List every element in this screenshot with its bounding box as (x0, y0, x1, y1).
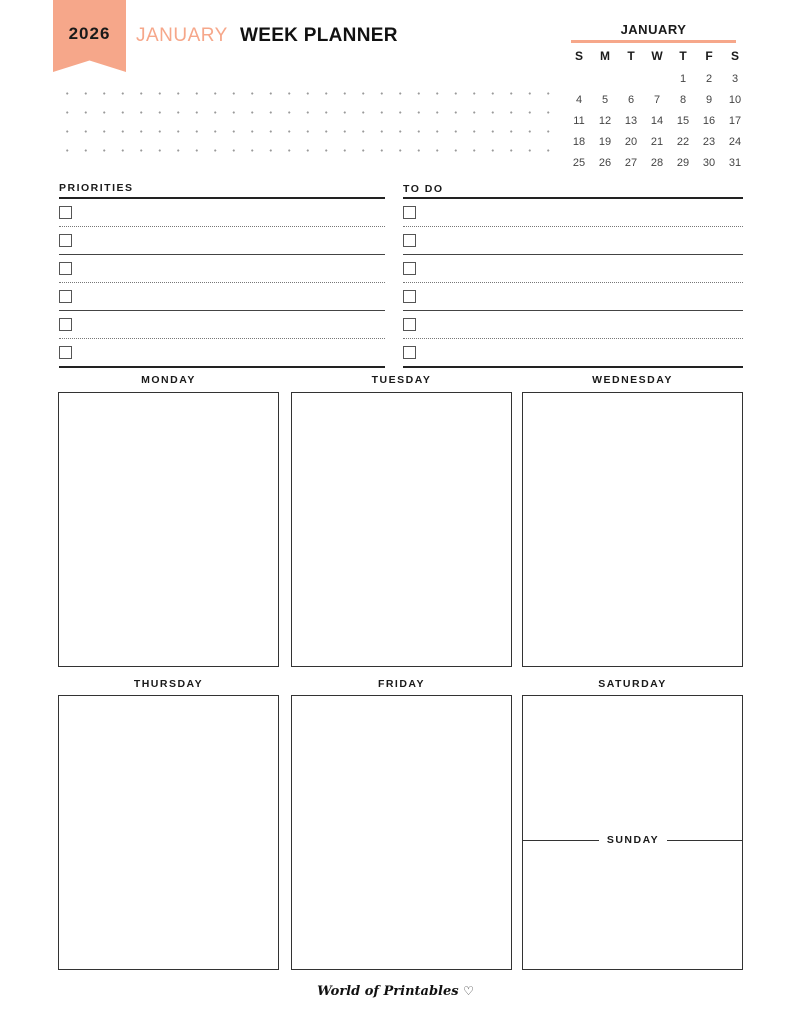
priorities-heading: PRIORITIES (59, 182, 134, 194)
title-month: JANUARY (136, 25, 228, 46)
calendar-day (618, 73, 644, 94)
calendar-day[interactable]: 10 (728, 94, 742, 106)
calendar-day[interactable]: 31 (728, 157, 742, 169)
checkbox[interactable] (403, 262, 416, 275)
sunday-divider-left (523, 840, 599, 841)
priority-row[interactable] (59, 255, 385, 283)
todo-row[interactable] (403, 199, 743, 227)
calendar-day[interactable]: 21 (650, 136, 664, 148)
todo-heading: TO DO (403, 183, 444, 195)
weekday-label: F (705, 49, 713, 63)
day-box-wednesday[interactable] (522, 392, 743, 667)
priorities-list (59, 197, 385, 368)
calendar-day[interactable]: 13 (624, 115, 638, 127)
day-box-friday[interactable] (291, 695, 512, 970)
calendar-day[interactable]: 25 (572, 157, 586, 169)
weekday-label: S (574, 49, 583, 63)
priority-row[interactable] (59, 283, 385, 311)
calendar-day[interactable]: 17 (728, 115, 742, 127)
weekday-label: M (600, 49, 610, 63)
calendar-day[interactable]: 5 (601, 94, 609, 106)
calendar-day[interactable]: 30 (702, 157, 716, 169)
dot-grid-notes[interactable] (58, 84, 558, 156)
mini-calendar-rule (571, 40, 736, 43)
calendar-day[interactable]: 14 (650, 115, 664, 127)
day-box-thursday[interactable] (58, 695, 279, 970)
calendar-day[interactable]: 16 (702, 115, 716, 127)
brand-name: World of Printables (317, 984, 459, 999)
day-label-monday: MONDAY (141, 374, 196, 386)
todo-row[interactable] (403, 283, 743, 311)
day-label-thursday: THURSDAY (133, 678, 204, 690)
checkbox[interactable] (403, 206, 416, 219)
calendar-day[interactable]: 4 (575, 94, 583, 106)
heart-icon: ♡ (463, 984, 474, 998)
page-title: WEEK PLANNER (240, 25, 398, 46)
checkbox[interactable] (403, 318, 416, 331)
calendar-day[interactable]: 15 (676, 115, 690, 127)
calendar-day[interactable]: 23 (702, 136, 716, 148)
calendar-day[interactable]: 3 (731, 73, 739, 85)
day-box-tuesday[interactable] (291, 392, 512, 667)
day-label-wednesday: WEDNESDAY (592, 374, 673, 386)
calendar-day[interactable]: 22 (676, 136, 690, 148)
calendar-day (644, 73, 670, 94)
year-label: 2026 (68, 24, 111, 43)
priority-row[interactable] (59, 199, 385, 227)
priority-row[interactable] (59, 311, 385, 339)
checkbox[interactable] (403, 346, 416, 359)
checkbox[interactable] (59, 206, 72, 219)
calendar-day[interactable]: 1 (679, 73, 687, 85)
calendar-day[interactable]: 7 (653, 94, 661, 106)
calendar-day[interactable]: 20 (624, 136, 638, 148)
calendar-day[interactable]: 6 (627, 94, 635, 106)
calendar-day[interactable]: 27 (624, 157, 638, 169)
calendar-day[interactable]: 24 (728, 136, 742, 148)
sunday-divider-right (667, 840, 743, 841)
mini-calendar-title: JANUARY (620, 22, 687, 37)
calendar-day (592, 73, 618, 94)
todo-row[interactable] (403, 339, 743, 368)
calendar-day[interactable]: 18 (572, 136, 586, 148)
checkbox[interactable] (59, 234, 72, 247)
calendar-day[interactable]: 26 (598, 157, 612, 169)
priority-row[interactable] (59, 227, 385, 255)
checkbox[interactable] (403, 290, 416, 303)
calendar-day[interactable]: 12 (598, 115, 612, 127)
mini-calendar-days (566, 73, 746, 178)
day-label-friday: FRIDAY (377, 678, 426, 690)
day-label-saturday: SATURDAY (598, 678, 667, 690)
calendar-day[interactable]: 29 (676, 157, 690, 169)
weekday-label: T (679, 49, 687, 63)
calendar-day[interactable]: 19 (598, 136, 612, 148)
day-box-saturday-sunday[interactable] (522, 695, 743, 970)
day-label-tuesday: TUESDAY (371, 374, 432, 386)
todo-list (403, 197, 743, 368)
checkbox[interactable] (403, 234, 416, 247)
checkbox[interactable] (59, 290, 72, 303)
weekday-label: W (651, 49, 663, 63)
weekday-label: S (730, 49, 739, 63)
brand-footer (300, 984, 491, 999)
checkbox[interactable] (59, 262, 72, 275)
calendar-day[interactable]: 9 (705, 94, 713, 106)
day-label-sunday: SUNDAY (606, 834, 660, 846)
weekday-label: T (627, 49, 635, 63)
todo-row[interactable] (403, 255, 743, 283)
priority-row[interactable] (59, 339, 385, 368)
todo-row[interactable] (403, 311, 743, 339)
checkbox[interactable] (59, 346, 72, 359)
calendar-day (566, 73, 592, 94)
calendar-day[interactable]: 2 (705, 73, 713, 85)
calendar-day[interactable]: 11 (573, 115, 585, 127)
calendar-day[interactable]: 8 (679, 94, 687, 106)
calendar-day[interactable]: 28 (650, 157, 664, 169)
checkbox[interactable] (59, 318, 72, 331)
mini-calendar-weekdays (566, 49, 746, 63)
day-box-monday[interactable] (58, 392, 279, 667)
todo-row[interactable] (403, 227, 743, 255)
